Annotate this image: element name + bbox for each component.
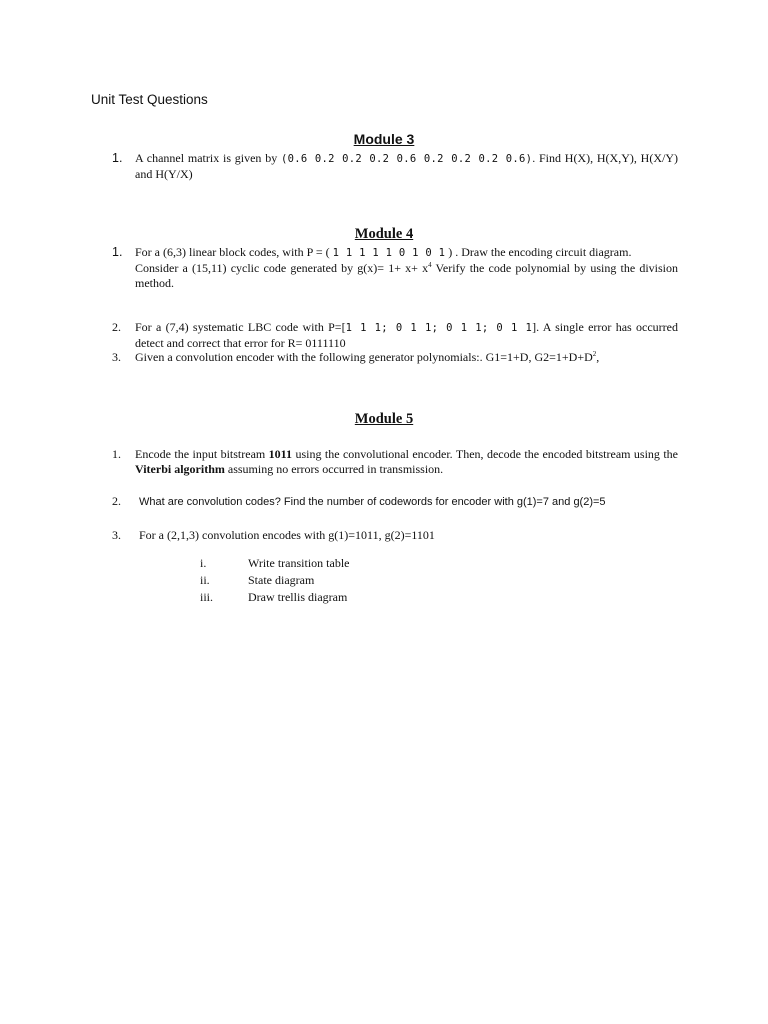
subitem-numeral: ii. <box>200 573 210 587</box>
subitem-numeral: iii. <box>200 590 214 604</box>
question-text: Given a convolution encoder with the following generator polynomials:. G1=1+D, G2=1+D+D <box>135 350 593 364</box>
module4-question-3 <box>112 350 678 365</box>
module4-question-2 <box>112 320 678 351</box>
document-title: Unit Test Questions <box>91 92 208 107</box>
subitem <box>200 589 349 606</box>
question-text: Verify the code polynomial by using the division method. <box>135 261 678 290</box>
subitem <box>200 555 349 572</box>
question-number: 3. <box>112 528 121 542</box>
module5-heading: Module 5 <box>354 411 414 427</box>
module5-question-3 <box>112 528 678 543</box>
module3-heading: Module 3 <box>353 131 415 147</box>
question-text: A channel matrix is given by <box>135 151 278 165</box>
question-number: 1. <box>112 151 123 165</box>
question-text: Encode the input bitstream <box>135 447 269 461</box>
question-text: ]. A single error has occurred detect and correct that error for R= 0111110 <box>135 320 678 350</box>
question-number: 3. <box>112 350 121 364</box>
question-text: Consider a (15,11) cyclic code generated by g(x)= 1+ x+ x <box>135 261 429 275</box>
parity-matrix: 1 1 1; 0 1 1; 0 1 1; 0 1 1 <box>345 322 533 334</box>
question-text: , <box>596 350 600 364</box>
algorithm-name: Viterbi algorithm <box>135 462 225 476</box>
question-text: . Find H(X), H(X,Y), H(X/Y) and H(Y/X) <box>135 151 678 181</box>
exponent: 4 <box>428 261 432 269</box>
question-text: assuming no errors occurred in transmission. <box>224 462 444 476</box>
exponent: 2 <box>592 350 597 358</box>
subitem-text: State diagram <box>248 573 315 587</box>
question-number: 2. <box>112 494 121 508</box>
subitem-text: Draw trellis diagram <box>248 590 348 604</box>
bitstream-value: 1011 <box>268 447 293 461</box>
question-text: For a (7,4) systematic LBC code with P=[ <box>135 320 346 334</box>
subitem-numeral: i. <box>200 556 207 570</box>
question-text: For a (2,1,3) convolution encodes with g(1)=1011, g(2)=1101 <box>139 528 435 542</box>
question-number: 2. <box>112 320 121 334</box>
subitem <box>200 572 349 589</box>
module3-question-1 <box>112 151 678 182</box>
module5-question-2 <box>112 494 678 510</box>
question-text: What are convolution codes? Find the number of codewords for encoder with g(1)=7 and g(2)=5 <box>139 496 606 508</box>
subitem-list <box>200 555 349 606</box>
channel-matrix: (0.6 0.2 0.2 0.2 0.6 0.2 0.2 0.2 0.6) <box>280 153 533 165</box>
question-text: ) . Draw the encoding circuit diagram. <box>448 245 632 259</box>
question-number: 1. <box>112 447 121 461</box>
question-number: 1. <box>112 245 123 259</box>
module5-question-1 <box>112 447 678 477</box>
subitem-text: Write transition table <box>248 556 350 570</box>
parity-matrix: 1 1 1 1 1 0 1 0 1 <box>332 247 446 259</box>
module4-heading: Module 4 <box>354 226 414 242</box>
question-text: For a (6,3) linear block codes, with P = ( <box>135 245 330 259</box>
module4-question-1 <box>112 245 678 291</box>
question-text: using the convolutional encoder. Then, decode the encoded bitstream using the <box>292 447 679 461</box>
